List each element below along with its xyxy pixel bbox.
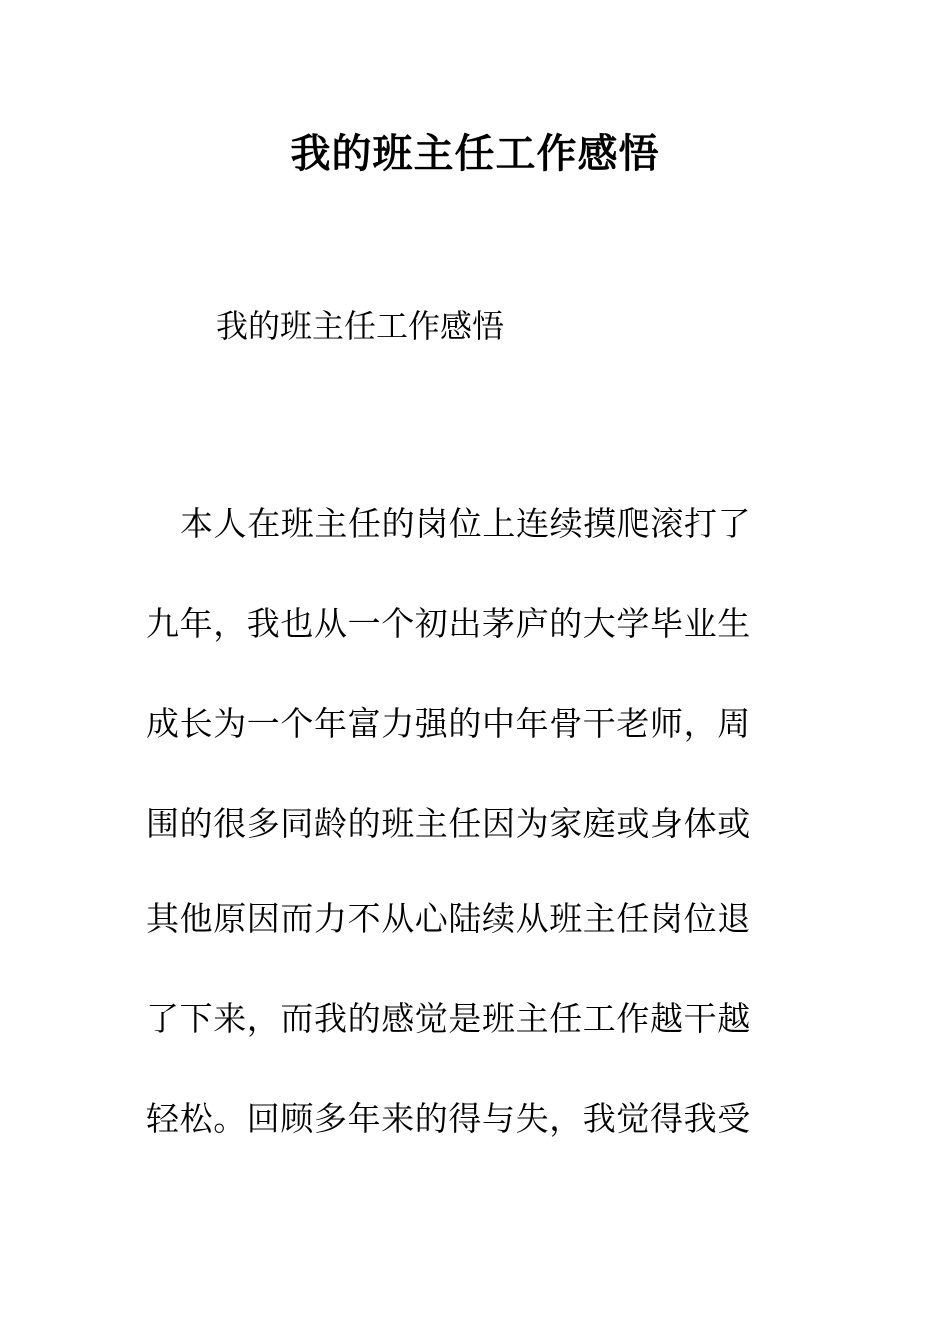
body-line: 围的很多同龄的班主任因为家庭或身体或 xyxy=(146,804,751,843)
document-subtitle: 我的班主任工作感悟 xyxy=(216,307,505,345)
body-line: 了下来，而我的感觉是班主任工作越干越 xyxy=(146,999,751,1038)
body-line: 九年，我也从一个初出茅庐的大学毕业生 xyxy=(146,604,751,643)
body-line: 其他原因而力不从心陆续从班主任岗位退 xyxy=(146,899,751,938)
body-line: 轻松。回顾多年来的得与失，我觉得我受 xyxy=(146,1099,751,1138)
document-title: 我的班主任工作感悟 xyxy=(290,130,660,177)
body-line: 本人在班主任的岗位上连续摸爬滚打了 xyxy=(180,504,752,543)
body-line: 成长为一个年富力强的中年骨干老师，周 xyxy=(146,704,751,743)
